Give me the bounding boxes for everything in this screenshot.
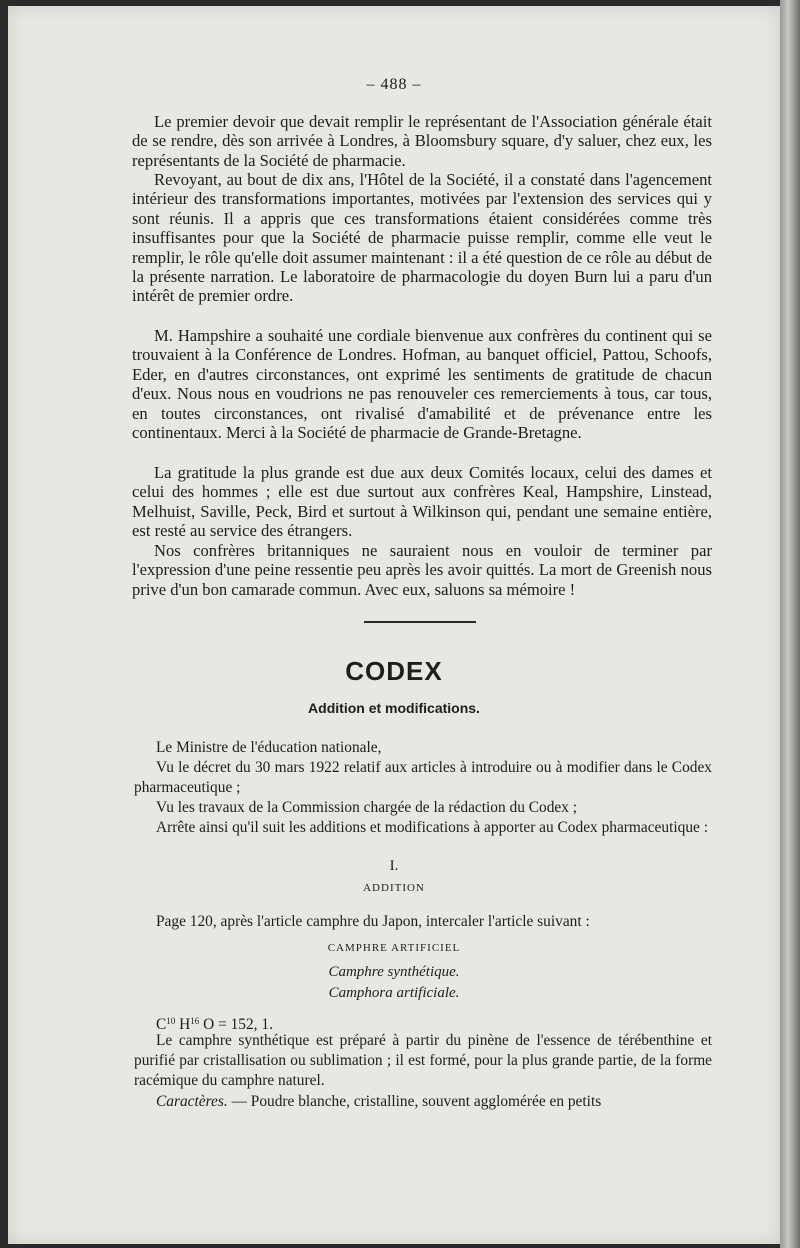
section-number: I. [389,858,399,874]
intro-paragraph-1: Le premier devoir que devait remplir le représentant de l'Association générale était de se rendre, dès son arrivée à Londres, à Bloomsbury square, d'y saluer, chez eux, les représentants de la Société de pharmacie. [132,112,712,170]
article-title: CAMPHRE ARTIFICIEL [327,942,461,954]
intro-paragraph-2: Revoyant, au bout de dix ans, l'Hôtel de la Société, il a constaté dans l'agencement intérieur des transformations importantes, motivées par l'extension des services qui y sont réunis. Il a appris que ces transformations étaient considérées comme très insuffisantes pour que la Société de pharmacie puisse remplir, comme elle veut le remplir, le rôle qu'elle doit assumer maintenant : il a été question de ce rôle au début de la présente narration. Le laboratoire de pharmacologie du doyen Burn lui a paru d'un intérêt de premier ordre. [132,170,712,306]
decree-line-1: Le Ministre de l'éducation nationale, [156,739,382,756]
document-page [8,6,780,1244]
intro-paragraph-4: La gratitude la plus grande est due aux deux Comités locaux, celui des dames et celui des hommes ; elle est due surtout aux confrères Keal, Hampshire, Linstead, Melhuist, Saville, Peck, Bird et surtout à Wilkinson qui, pendant une semaine entière, est resté au service des étrangers. [132,463,712,541]
intro-paragraph-3: M. Hampshire a souhaité une cordiale bienvenue aux confrères du continent qui se trouvaient à la Conférence de Londres. Hofman, au banquet officiel, Pattou, Schoofs, Eder, en d'autres circonstances, ont exprimé les sentiments de gratitude de chacun d'eux. Nous nous en voudrions ne pas renouveler ces remerciements à tous, car tous, en toutes circonstances, ont rivalisé d'amabilité et de prévenance entre les continentaux. Merci à la Société de pharmacie de Grande-Bretagne. [132,326,712,443]
decree-line-2: Vu le décret du 30 mars 1922 relatif aux articles à introduire ou à modifier dans le Codex pharmaceutique ; [134,759,712,796]
chemical-formula: $C^{10}$ $H^{16}$ O = 152, 1. [156,1016,273,1033]
codex-title: CODEX [345,656,443,686]
intro-paragraph-5: Nos confrères britanniques ne sauraient nous en vouloir de terminer par l'expression d'une peine ressentie peu après les avoir quittés. La mort de Greenish nous prive d'un bon camarade commun. Avec eux, saluons sa mémoire ! [132,541,712,599]
characters-label: Caractères. [156,1093,228,1110]
article-description: Le camphre synthétique est préparé à partir du pinène de l'essence de térébenthine et purifié par cristallisation ou sublimation ; il est formé, pour la plus grande partie, de la forme racémique du camphre naturel. [134,1032,712,1089]
codex-subtitle: Addition et modifications. [308,700,480,716]
page-instruction: Page 120, après l'article camphre du Japon, intercaler l'article suivant : [156,913,590,930]
characters-text: — Poudre blanche, cristalline, souvent agglomérée en petits [227,1093,602,1110]
characters-paragraph [134,1092,712,1112]
section-title: ADDITION [363,882,425,894]
decree-line-3: Vu les travaux de la Commission chargée de la rédaction du Codex ; [156,799,578,816]
page-number: – 488 – [366,76,422,93]
section-divider [364,621,476,623]
article-synonym-1: Camphre synthétique. [328,964,460,980]
page-edge [780,0,800,1248]
decree-line-4: Arrête ainsi qu'il suit les additions et modifications à apporter au Codex pharmaceutique : [156,819,708,836]
article-synonym-2: Camphora artificiale. [328,985,460,1001]
